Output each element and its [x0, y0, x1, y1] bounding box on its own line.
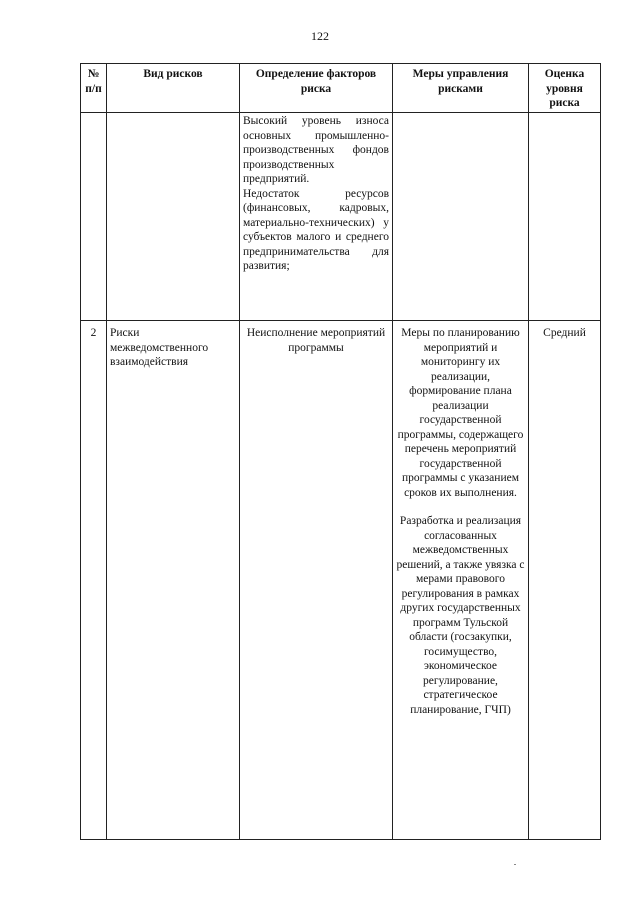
paragraph-gap: [396, 500, 525, 514]
cell-num-empty: [81, 113, 107, 321]
header-risk-factors: Определение факторов риска: [240, 64, 393, 113]
cell-type-empty: [107, 113, 240, 321]
cell-assessment-empty: [529, 113, 601, 321]
header-risk-type: Вид рисков: [107, 64, 240, 113]
page-number: 122: [311, 29, 329, 43]
factor-text-resources: Недостаток ресурсов (финансовых, кадровых, материально-технических) у субъектов малого и среднего предпринимательства для развития;: [243, 187, 389, 272]
cell-risk-type: Риски межведомственного взаимодействия: [107, 321, 240, 840]
risk-table: [80, 63, 601, 840]
measures-text-coordination: Разработка и реализация согласованных межведомственных решений, а также увязка с мерами правового регулирования в рамках других государственных программ Тульской области (госзакупки, госимущество, экономическое регулирование, стратегическое планирование, ГЧП): [396, 515, 525, 716]
header-num: № п/п: [81, 64, 107, 113]
table-header-row: [81, 64, 601, 113]
cell-risk-factor: Неисполнение мероприятий программы: [240, 321, 393, 840]
cell-risk-level: Средний: [529, 321, 601, 840]
table-row-continued: [81, 113, 601, 321]
cell-measures: [393, 321, 529, 840]
table-row: [81, 321, 601, 840]
cell-factors: [240, 113, 393, 321]
scan-artifact: [514, 864, 516, 865]
header-risk-assessment: Оценка уровня риска: [529, 64, 601, 113]
factor-text-wear: Высокий уровень износа основных промышленно-производственных фондов производственных предприятий.: [243, 115, 389, 185]
cell-measures-empty: [393, 113, 529, 321]
measures-text-planning: Меры по планированию мероприятий и мониторингу их реализации, формирование плана реализации государственной программы, содержащего перечень мероприятий государственной программы с указанием сроков их выполнения.: [397, 327, 524, 499]
header-management-measures: Меры управления рисками: [393, 64, 529, 113]
cell-num: 2: [81, 321, 107, 840]
